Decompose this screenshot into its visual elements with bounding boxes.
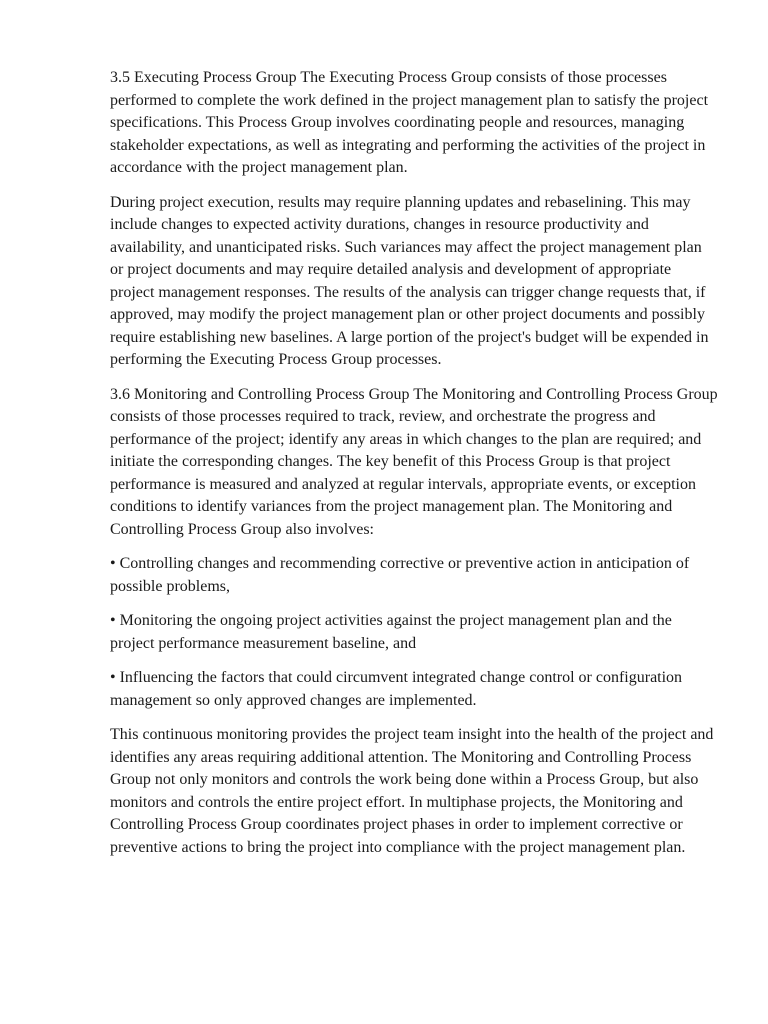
paragraph-monitoring-controlling-process-group: 3.6 Monitoring and Controlling Process Group The Monitoring and Controlling Process Group consists of those processes required to track, review, and orchestrate the progress and performance of the project; identify any areas in which changes to the plan are required; and initiate the corresponding changes. The key benefit of this Process Group is that project performance is measured and analyzed at regular intervals, appropriate events, or exception conditions to identify variances from the project management plan. The Monitoring and Controlling Process Group also involves:: [110, 385, 718, 538]
bullet-monitoring-activities: • Monitoring the ongoing project activities against the project management plan and the project performance measurement baseline, and: [110, 612, 672, 652]
paragraph-executing-process-group: 3.5 Executing Process Group The Executing Process Group consists of those processes performed to complete the work defined in the project management plan to satisfy the project specifications. This Process Group involves coordinating people and resources, managing stakeholder expectations, as well as integrating and performing the activities of the project in accordance with the project management plan.: [110, 69, 709, 176]
paragraph-continuous-monitoring: This continuous monitoring provides the project team insight into the health of the project and identifies any areas requiring additional attention. The Monitoring and Controlling Process Group not only monitors and controls the work being done within a Process Group, but also monitors and controls the entire project effort. In multiphase projects, the Monitoring and Controlling Process Group coordinates project phases in order to implement corrective or preventive actions to bring the project into compliance with the project management plan.: [110, 726, 714, 856]
paragraph-project-execution: During project execution, results may require planning updates and rebaselining. This may include changes to expected activity durations, changes in resource productivity and availability, and unanticipated risks. Such variances may affect the project management plan or project documents and may require detailed analysis and development of appropriate project management responses. The results of the analysis can trigger change requests that, if approved, may modify the project management plan or other project documents and possibly require establishing new baselines. A large portion of the project's budget will be expended in performing the Executing Process Group processes.: [110, 193, 709, 368]
bullet-controlling-changes: • Controlling changes and recommending corrective or preventive action in anticipation of possible problems,: [110, 555, 690, 595]
bullet-influencing-factors: • Influencing the factors that could circumvent integrated change control or configuration management so only approved changes are implemented.: [110, 669, 683, 709]
